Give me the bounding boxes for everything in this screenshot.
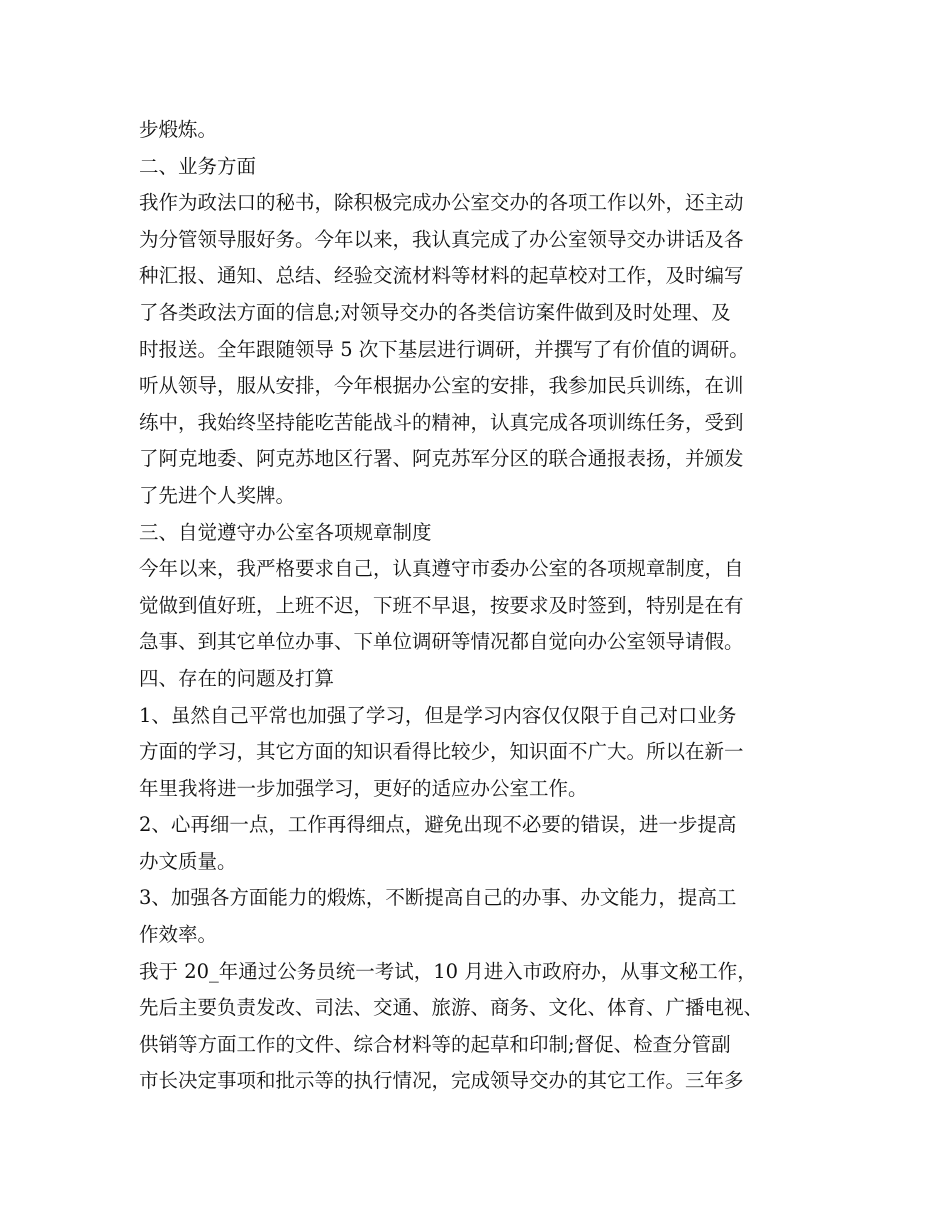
- section-heading-problems: 四、存在的问题及打算: [139, 666, 335, 690]
- document-body: [139, 112, 839, 1100]
- text-line: 了阿克地委、阿克苏地区行署、阿克苏军分区的联合通报表扬，并颁发: [139, 447, 744, 471]
- text-line: 今年以来，我严格要求自己，认真遵守市委办公室的各项规章制度，自: [139, 557, 744, 581]
- text-line: 1、虽然自己平常也加强了学习，但是学习内容仅仅限于自己对口业务: [139, 703, 737, 727]
- text-line: 练中，我始终坚持能吃苦能战斗的精神，认真完成各项训练任务，受到: [139, 410, 744, 434]
- text-line: 3、加强各方面能力的煅炼，不断提高自己的办事、办文能力，提高工: [139, 886, 737, 910]
- text-line: 觉做到值好班，上班不迟，下班不早退，按要求及时签到，特别是在有: [139, 593, 744, 617]
- text-line: 2、心再细一点，工作再得细点，避免出现不必要的错误，进一步提高: [139, 813, 737, 837]
- text-line: 我作为政法口的秘书，除积极完成办公室交办的各项工作以外，还主动: [139, 191, 744, 215]
- text-line: 步煅炼。: [139, 118, 218, 141]
- text-line: 急事、到其它单位办事、下单位调研等情况都自觉向办公室领导请假。: [139, 630, 744, 654]
- text-line: 我于 20_年通过公务员统一考试，10 月进入市政府办，从事文秘工作，: [139, 959, 757, 983]
- text-line: 时报送。全年跟随领导 5 次下基层进行调研，并撰写了有价值的调研。: [139, 337, 749, 361]
- text-line: 办文质量。: [139, 849, 237, 873]
- text-line: 作效率。: [139, 923, 218, 947]
- text-line: 方面的学习，其它方面的知识看得比较少，知识面不广大。所以在新一: [139, 740, 744, 764]
- text-line: 先后主要负责发改、司法、交通、旅游、商务、文化、体育、广播电视、: [139, 996, 764, 1020]
- section-heading-rules: 三、自觉遵守办公室各项规章制度: [139, 520, 432, 544]
- text-line: 种汇报、通知、总结、经验交流材料等材料的起草校对工作，及时编写: [139, 264, 744, 288]
- section-heading-business: 二、业务方面: [139, 154, 257, 178]
- text-line: 供销等方面工作的文件、综合材料等的起草和印制;督促、检查分管副: [139, 1032, 731, 1056]
- text-line: 为分管领导服好务。今年以来，我认真完成了办公室领导交办讲话及各: [139, 227, 744, 251]
- text-line: 听从领导，服从安排，今年根据办公室的安排，我参加民兵训练，在训: [139, 374, 744, 398]
- text-line: 了先进个人奖牌。: [139, 483, 296, 507]
- text-line: 年里我将进一步加强学习，更好的适应办公室工作。: [139, 776, 588, 800]
- text-line: 了各类政法方面的信息;对领导交办的各类信访案件做到及时处理、及: [139, 300, 731, 324]
- text-line: 市长决定事项和批示等的执行情况，完成领导交办的其它工作。三年多: [139, 1069, 744, 1093]
